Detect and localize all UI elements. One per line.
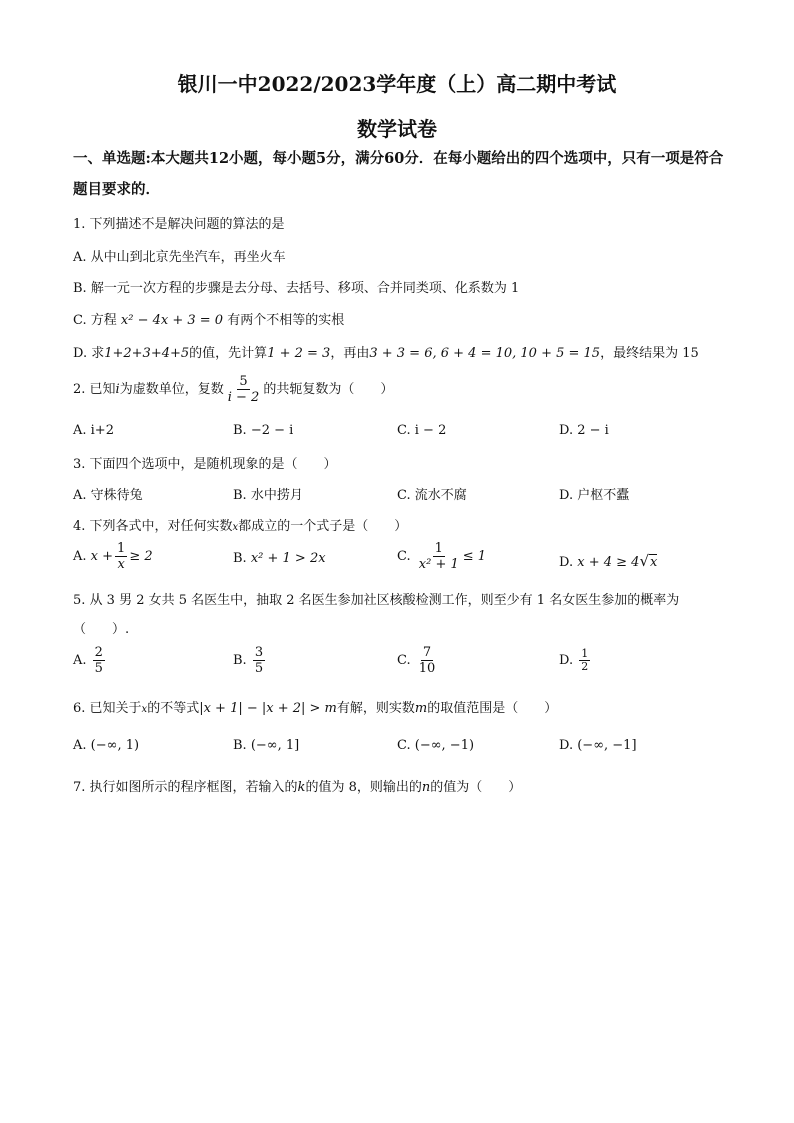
q5-b-den: 5 [254,661,264,676]
q7-variable-n: n [421,780,431,795]
q3-option-d: D. 户枢不蠹 [559,488,630,503]
q4-a-fraction [115,541,127,572]
q1-c-suffix: 有两个不相等的实根 [227,313,345,328]
q5-d-label: D. [559,653,574,668]
q1-c-equation: x² − 4x + 3 = 0 [120,313,224,328]
q5-a-num: 2 [94,645,103,660]
q4-option-b [233,551,326,566]
q4-c-suffix: ≤ 1 [462,549,487,564]
q2-option-c: C. i − 2 [397,423,447,438]
q2-imag-unit: i [115,382,120,397]
q5-option-c [397,645,439,676]
q4-b-expr: x² + 1 > 2x [250,551,326,566]
exam-subtitle: 数学试卷 [357,117,437,141]
q4-c-den: x² + 1 [418,557,459,572]
q5-c-num: 7 [422,645,432,660]
exam-title: 银川一中2022/2023学年度（上）高二期中考试 [177,72,617,96]
q6-inequality: |x + 1| − |x + 2| > m [199,701,337,716]
q1-d-mid2: ，再由 [330,346,370,361]
section-heading: 一、单选题:本大题共12小题，每小题5分，满分60分．在每小题给出的四个选项中，只有一项是符合题目要求的． [73,150,724,198]
q1-d-expr2: 1 + 2 = 3 [267,346,331,361]
q3-option-c: C. 流水不腐 [397,488,467,503]
q6-stem-prefix: 6. 已知关于 [73,701,142,716]
q2-stem-prefix: 2. 已知 [73,382,116,397]
q4-a-label: A. [73,549,87,564]
q7-stem [73,776,521,795]
q4-stem-suffix: 都成立的一个式子是（ ） [238,519,408,534]
q4-option-d [559,552,657,570]
q3-stem: 3. 下面四个选项中，是随机现象的是（ ） [73,457,337,472]
q4-a-den: x [117,557,125,572]
q6-variable-m: m [414,701,428,716]
q5-stem: 5. 从 3 男 2 女共 5 名医生中，抽取 2 名医生参加社区核酸检测工作，则至少有 1 名女医生参加的概率为 [73,593,680,608]
q1-d-suffix: ，最终结果为 15 [600,346,699,361]
q7-stem-mid: 的值为 8，则输出的 [305,780,422,795]
q4-a-suffix: ≥ 2 [129,549,153,564]
q4-c-fraction [417,541,461,572]
q2-option-d: D. 2 − i [559,423,609,438]
q5-a-fraction [93,645,105,676]
q5-d-num: 1 [581,647,589,660]
q1-d-expr3: 3 + 3 = 6, 6 + 4 = 10, 10 + 5 = 15 [369,346,601,361]
q1-option-b: B. 解一元一次方程的步骤是去分母、去括号、移项、合并同类项、化系数为 1 [73,281,520,296]
q2-fraction [226,374,262,405]
q5-d-fraction [579,648,590,673]
q5-stem-cont: （ ）. [73,622,130,637]
q1-option-d [73,342,699,361]
q4-option-c [397,541,486,572]
q5-c-label: C. [397,653,411,668]
q6-variable-x: x [141,704,148,715]
q1-c-prefix: C. 方程 [73,313,117,328]
q2-stem-mid: 为虚数单位，复数 [119,382,224,397]
q6-stem-suffix: 的取值范围是（ ） [427,701,558,716]
q6-option-b: B. (−∞, 1] [233,738,300,753]
q3-option-b: B. 水中捞月 [233,488,303,503]
q4-stem [73,515,407,534]
q6-stem-mid2: 有解，则实数 [336,701,415,716]
q4-c-num: 1 [434,541,443,556]
q6-stem-mid1: 的不等式 [147,701,200,716]
q5-b-fraction [253,645,265,676]
q2-frac-den: i − 2 [227,390,260,405]
q5-c-fraction [417,645,438,676]
q2-stem [73,374,393,405]
q5-d-den: 2 [581,660,589,673]
q7-variable-k: k [297,780,306,795]
q5-option-b [233,645,267,676]
q2-option-a: A. i+2 [73,423,114,438]
q5-a-label: A. [73,653,87,668]
q1-option-c [73,309,344,328]
q6-option-a: A. (−∞, 1) [73,738,140,753]
q7-stem-prefix: 7. 执行如图所示的程序框图，若输入的 [73,780,298,795]
q5-b-num: 3 [254,645,264,660]
q4-d-radicand: x [650,555,658,570]
q1-stem: 1. 下列描述不是解决问题的算法的是 [73,217,285,232]
q5-b-label: B. [233,653,247,668]
q6-option-c: C. (−∞, −1) [397,738,475,753]
q5-option-d [559,648,592,673]
q1-d-mid1: 的值，先计算 [189,346,268,361]
q2-frac-num: 5 [239,374,248,389]
q4-a-prefix: x + [90,549,114,564]
q4-a-num: 1 [117,541,126,556]
q4-stem-prefix: 4. 下列各式中，对任何实数 [73,519,233,534]
q6-option-d: D. (−∞, −1] [559,738,637,753]
q5-c-den: 10 [418,661,436,676]
q2-stem-suffix: 的共轭复数为（ ） [263,382,394,397]
q4-variable-x: x [232,522,239,533]
q4-d-prefix: x + 4 ≥ 4 [577,555,640,570]
q1-d-expr1: 1+2+3+4+5 [104,346,190,361]
q3-option-a: A. 守株待兔 [73,488,143,503]
q5-a-den: 5 [94,661,103,676]
q4-d-label: D. [559,555,574,570]
q2-option-b: B. −2 − i [233,423,294,438]
q1-option-a: A. 从中山到北京先坐汽车，再坐火车 [73,250,286,265]
radical-icon: √ [639,552,649,570]
q4-option-a [73,541,153,572]
q1-d-prefix: D. 求 [73,346,105,361]
q5-option-a [73,645,107,676]
q6-stem [73,697,557,716]
q7-stem-suffix: 的值为（ ） [430,780,522,795]
q4-c-label: C. [397,549,411,564]
q4-b-label: B. [233,551,247,566]
